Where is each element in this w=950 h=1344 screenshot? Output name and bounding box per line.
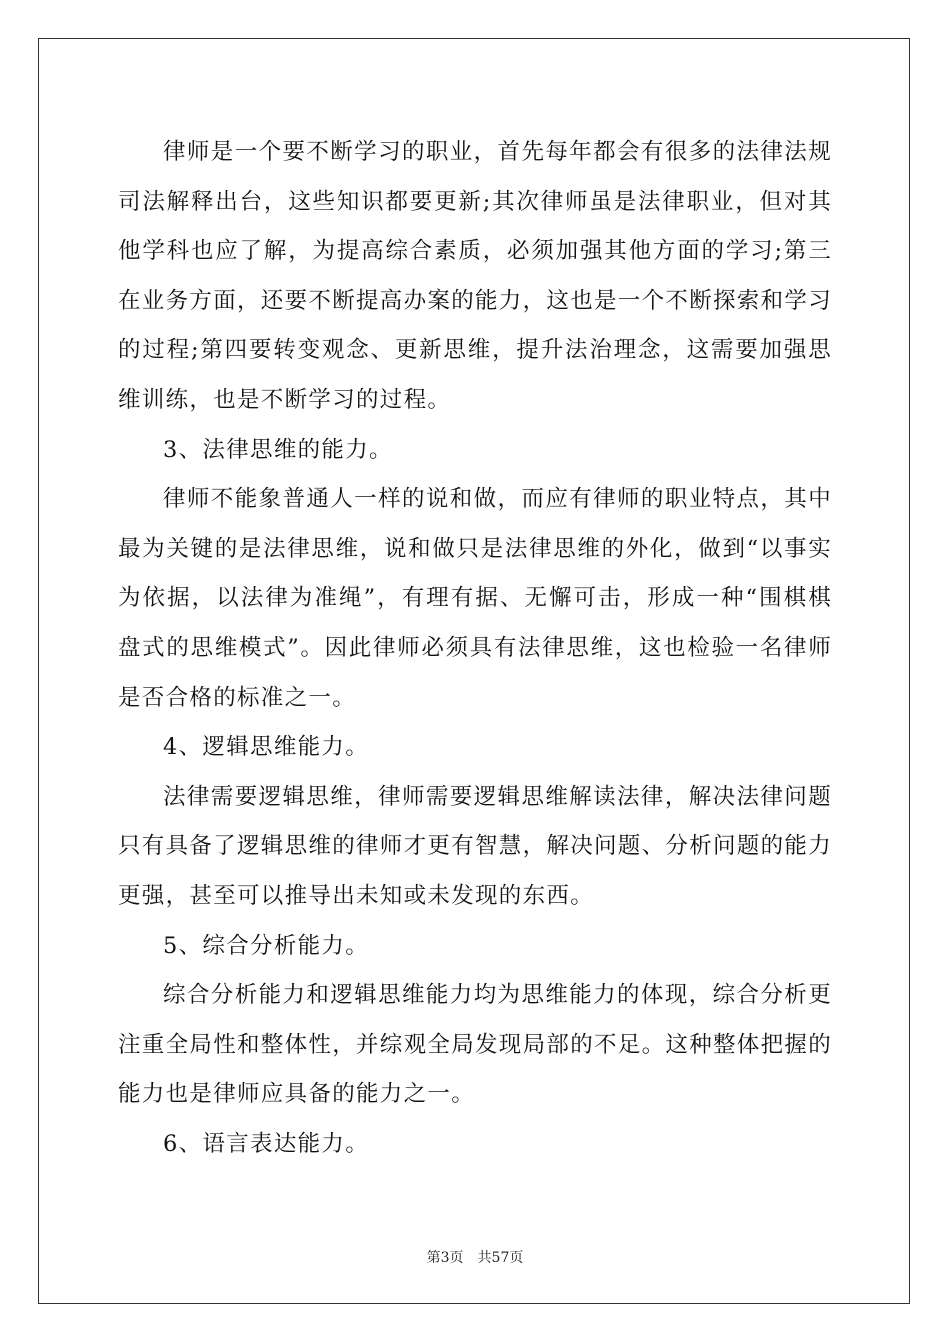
paragraph-lawyer-learning: 律师是一个要不断学习的职业，首先每年都会有很多的法律法规司法解释出台，这些知识都要更新;其次律师虽是法律职业，但对其他学科也应了解，为提高综合素质，必须加强其他方面的学习;第三在业务方面，还要不断提高办案的能力，这也是一个不断探索和学习的过程;第四要转变观念、更新思维，提升法治理念，这需要加强思维训练，也是不断学习的过程。 xyxy=(118,139,833,413)
paragraph-comprehensive-analysis: 综合分析能力和逻辑思维能力均为思维能力的体现，综合分析更注重全局性和整体性，并综观全局发现局部的不足。这种整体把握的能力也是律师应具备的能力之一。 xyxy=(118,982,833,1108)
document-body xyxy=(118,128,832,1169)
heading-logical-thinking: 4、逻辑思维能力。 xyxy=(163,734,370,761)
paragraph-logical-thinking: 法律需要逻辑思维，律师需要逻辑思维解读法律，解决法律问题只有具备了逻辑思维的律师才更有智慧，解决问题、分析问题的能力更强，甚至可以推导出未知或未发现的东西。 xyxy=(118,783,833,909)
heading-language-expression: 6、语言表达能力。 xyxy=(163,1130,370,1157)
heading-legal-thinking: 3、法律思维的能力。 xyxy=(163,436,393,463)
paragraph-legal-thinking: 律师不能象普通人一样的说和做，而应有律师的职业特点，其中最为关键的是法律思维，说和做只是法律思维的外化，做到“以事实为依据，以法律为准绳”，有理有据、无懈可击，形成一种“围棋棋盘式的思维模式”。因此律师必须具有法律思维，这也检验一名律师是否合格的标准之一。 xyxy=(118,486,832,711)
page-number-footer: 第3页 共57页 xyxy=(426,1250,524,1266)
heading-comprehensive-analysis: 5、综合分析能力。 xyxy=(163,932,370,959)
